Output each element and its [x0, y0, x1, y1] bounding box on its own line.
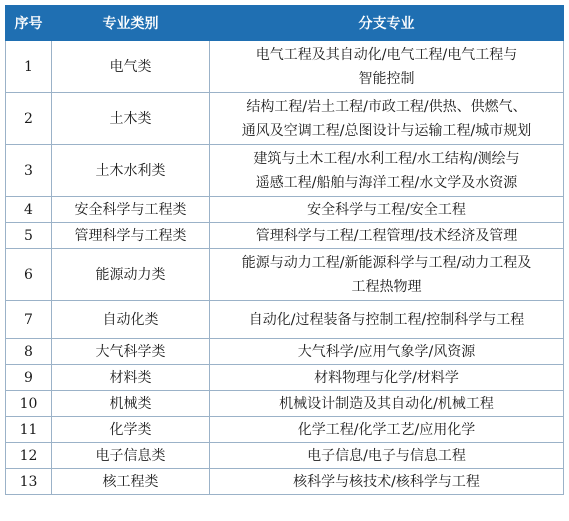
row-branches	[210, 93, 564, 145]
row-branches	[210, 197, 564, 223]
row-category: 能源动力类	[52, 249, 210, 301]
row-branches	[210, 301, 564, 339]
branch-line: 管理科学与工程/工程管理/技术经济及管理	[255, 227, 518, 244]
branch-line: 能源与动力工程/新能源科学与工程/动力工程及	[241, 254, 532, 271]
row-branches	[210, 391, 564, 417]
row-number: 3	[6, 145, 52, 197]
row-branches	[210, 249, 564, 301]
header-row	[6, 6, 564, 41]
table-row	[6, 249, 564, 301]
table-row	[6, 197, 564, 223]
branch-line: 结构工程/岩土工程/市政工程/供热、供燃气、	[246, 98, 527, 115]
branch-line: 大气科学/应用气象学/风资源	[297, 343, 476, 360]
branch-line: 机械设计制造及其自动化/机械工程	[279, 395, 494, 412]
row-number: 2	[6, 93, 52, 145]
row-number: 1	[6, 41, 52, 93]
table-row	[6, 443, 564, 469]
row-number: 12	[6, 443, 52, 469]
branch-line: 遥感工程/船舶与海洋工程/水文学及水资源	[255, 174, 518, 191]
row-branches	[210, 469, 564, 495]
row-category: 土木类	[52, 93, 210, 145]
row-category: 电气类	[52, 41, 210, 93]
row-category: 电子信息类	[52, 443, 210, 469]
header-category: 专业类别	[52, 6, 210, 41]
row-number: 11	[6, 417, 52, 443]
row-branches	[210, 41, 564, 93]
branch-line: 化学工程/化学工艺/应用化学	[297, 421, 476, 438]
row-branches	[210, 339, 564, 365]
branch-line: 材料物理与化学/材料学	[314, 369, 459, 386]
row-branches	[210, 443, 564, 469]
row-number: 13	[6, 469, 52, 495]
table-row	[6, 391, 564, 417]
major-table	[5, 5, 564, 495]
branch-line: 自动化/过程装备与控制工程/控制科学与工程	[248, 311, 525, 328]
row-category: 化学类	[52, 417, 210, 443]
row-branches	[210, 365, 564, 391]
row-category: 材料类	[52, 365, 210, 391]
table-row	[6, 93, 564, 145]
row-branches	[210, 417, 564, 443]
table-body	[6, 41, 564, 495]
table-row	[6, 145, 564, 197]
header-no: 序号	[6, 6, 52, 41]
row-number: 7	[6, 301, 52, 339]
branch-line: 建筑与土木工程/水利工程/水工结构/测绘与	[253, 150, 520, 167]
table-row	[6, 469, 564, 495]
row-category: 自动化类	[52, 301, 210, 339]
row-number: 8	[6, 339, 52, 365]
row-branches	[210, 145, 564, 197]
table-row	[6, 301, 564, 339]
branch-line: 智能控制	[358, 70, 415, 87]
table-row	[6, 417, 564, 443]
row-category: 土木水利类	[52, 145, 210, 197]
row-category: 安全科学与工程类	[52, 197, 210, 223]
row-category: 核工程类	[52, 469, 210, 495]
row-branches	[210, 223, 564, 249]
branch-line: 电气工程及其自动化/电气工程/电气工程与	[255, 46, 518, 63]
row-number: 10	[6, 391, 52, 417]
table-row	[6, 223, 564, 249]
row-category: 机械类	[52, 391, 210, 417]
row-category: 管理科学与工程类	[52, 223, 210, 249]
table-row	[6, 41, 564, 93]
row-number: 9	[6, 365, 52, 391]
branch-line: 电子信息/电子与信息工程	[307, 447, 466, 464]
branch-line: 通风及空调工程/总图设计与运输工程/城市规划	[241, 122, 532, 139]
header-branches: 分支专业	[210, 6, 564, 41]
row-number: 4	[6, 197, 52, 223]
branch-line: 安全科学与工程/安全工程	[307, 201, 466, 218]
row-number: 6	[6, 249, 52, 301]
row-number: 5	[6, 223, 52, 249]
row-category: 大气科学类	[52, 339, 210, 365]
branch-line: 核科学与核技术/核科学与工程	[293, 473, 480, 490]
table-row	[6, 365, 564, 391]
branch-line: 工程热物理	[351, 278, 422, 295]
table-row	[6, 339, 564, 365]
